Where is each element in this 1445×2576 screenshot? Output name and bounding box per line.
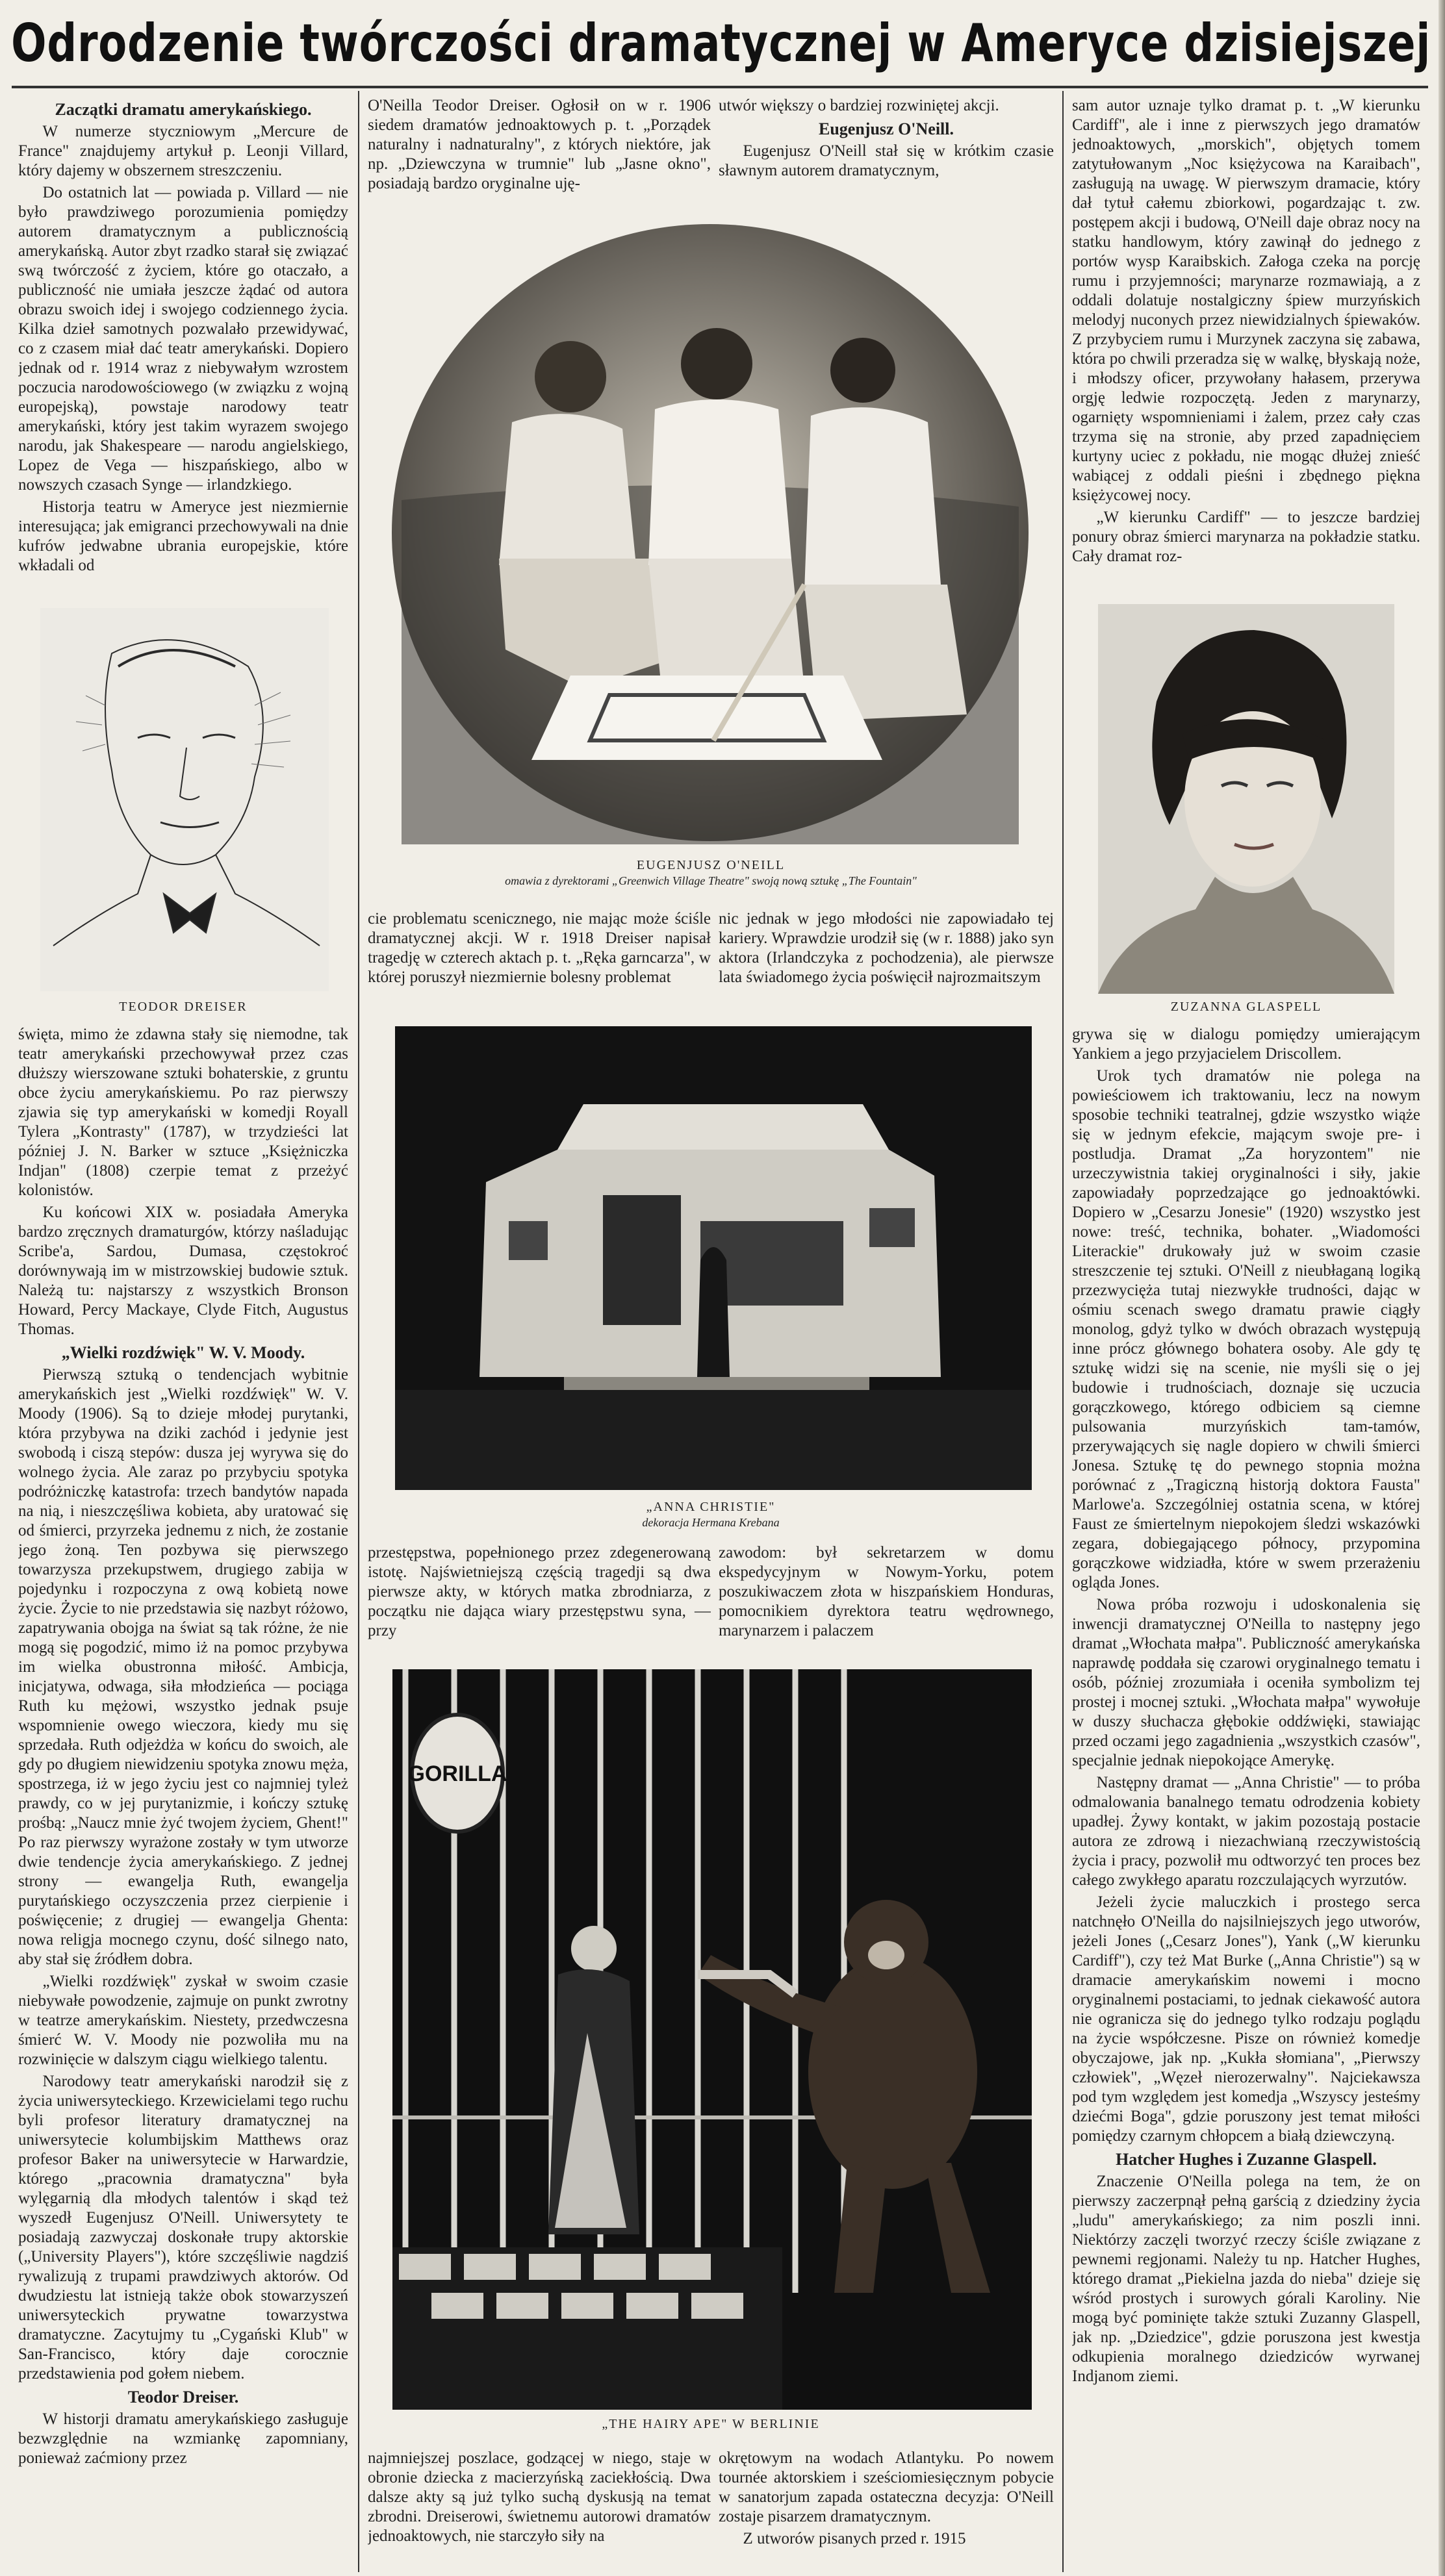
column-2-lower xyxy=(368,1543,711,1667)
paragraph: Jeżeli życie maluczkich i prostego serca natchnęło O'Neilla do najsilniejszych jego utworów, jeżeli Jones („Cesarz Jones"), Yank („W kierunku Cardiff"), czy też Mat Burke („Anna Christie") są w dramacie amerykańskim nowemi i mocno oryginalnemi postaciami, to jednak ciekawość autora nie ogranicza się do jednego tylko rodzaju poglądu na życie współczesne. Pisze on również komedje obyczajowe, jak np. „Kukła słomiana", „Pierwszy człowiek", „Węzeł nierozerwalny". Najciekawsza pod tym względem jest komedja „Wszyscy jesteśmy dziećmi Boga", gdzie poruszony jest temat miłości pomiędzy czarnym chłopcem a białą dziewczyną. xyxy=(1072,1893,1420,2145)
paragraph: cie problematu scenicznego, nie mając może ściśle dramatycznej akcji. W r. 1918 Dreiser napisał tragedję w czterech aktach p. t. „Ręka garncarza", w której poruszył niezmiernie bolesny problemat xyxy=(368,910,711,986)
dreiser-portrait xyxy=(40,608,329,991)
column-4-bottom xyxy=(1072,1025,1420,2564)
paragraph: W numerze styczniowym „Mercure de France" znajdujemy artykuł p. Leonji Villard, który dajemy w obszernem streszczeniu. xyxy=(18,123,348,179)
page-title: Odrodzenie twórczości dramatycznej w Ameryce dzisiejszej xyxy=(11,12,1431,73)
paragraph: najmniejszej poszlace, godzącej w niego, staje w obronie dziecka z macierzyńską zaciekłością. Dwa dalsze akty są już tylko suchą dyskusją na temat zbrodni. Dreiserowi, świetnemu autorowi dramatów jednoaktowych, nie starczyło siły na xyxy=(368,2449,711,2545)
caption-title: EUGENJUSZ O'NEILL xyxy=(636,858,786,872)
column-4-top xyxy=(1072,96,1420,596)
oneill-group-photo xyxy=(389,221,1032,844)
paragraph: Nowa próba rozwoju i udoskonalenia się inwencji dramatycznej O'Neilla to następny jego dramat „Włochata małpa". Publiczność amerykańska naprawdę poddała się czarowi oryginalnego tematu i osób, później zrozumiała i oceniła symbolizm tej prostej i mocnej sztuki. „Włochata małpa" wywołuje w duszy słuchacza głębokie oddźwięki, stawiając przed oczami jego zagadnienia „wszystkich czasów", specjalnie jednak niepokojące Amerykę. xyxy=(1072,1596,1420,1769)
caption-title: „ANNA CHRISTIE" xyxy=(646,1500,776,1514)
paragraph: O'Neilla Teodor Dreiser. Ogłosił on w r. 1906 siedem dramatów jednoaktowych p. t. „Porządek naturalny i nadnaturalny", z których niektóre, jak np. „Dziewczyna w trumnie" lub „Jasne okno", posiadają bardzo oryginalne uję- xyxy=(368,97,711,192)
section-heading: Eugenjusz O'Neill. xyxy=(818,120,954,138)
sketch-portrait-icon xyxy=(40,608,329,991)
paragraph: Historja teatru w Ameryce jest niezmiernie interesująca; jak emigranci przechowywali na dnie kufrów jedwabne ubrania europejskie, które wkładali od xyxy=(18,498,348,574)
gorilla-sign-text: GORILLA xyxy=(407,1762,507,1786)
paragraph: zawodom: był sekretarzem w domu ekspedycyjnym w Nowym-Yorku, potem poszukiwaczem złota w hiszpańskiem Honduras, pomocnikiem dyrektora teatru wędrownego, marynarzem i palaczem xyxy=(719,1544,1054,1639)
paragraph: Urok tych dramatów nie polega na powieściowem ich traktowaniu, lecz na nowym sposobie techniki teatralnej, gdzie wszystko wiąże się w jednym efekcie, mającym swoje pre- i postludja. Dramat „Za horyzontem" nie urzeczywistnia takiej oryginalności i siły, jakie zapowiadały poprzedzające go jednoaktówki. Dopiero w „Cesarzu Jonesie" (1920) wszystko jest nowe: treść, technika, bohater. „Wiadomości Literackie" drukowały już w swoim czasie streszczenie tej sztuki. O'Neill z nieubłaganą logiką przezwycięża tutaj niezwykłe trudności, dając w ośmiu scenach swego dramatu prawie ciągły monolog, gdyż tylko w dwóch obrazach występują inne prócz głównego bohatera osoby. Ale gdy tę sztukę widzi się na scenie, nie myśli się o jej budowie i trudnościach, doznaje się uczucia gorączkowego, którego odbiciem są ciemne pulsowania murzyńskich tam-tamów, przerywających się nagle dopiero w chwili śmierci Jonesa. Sztukę tę do pewnego stopnia można porównać z „Tragiczną historją doktora Fausta" Marlowe'a. Szczególniej ostatnia scena, w której Faust ze śmiertelnym niepokojem śledzi wskazówki zegara, dobiegającego północy, przypomina gorączkowe widziadła, które w swem przerażeniu ogląda Jones. xyxy=(1072,1067,1420,1591)
paragraph: Do ostatnich lat — powiada p. Villard — nie było prawdziwego porozumienia pomiędzy autorem dramatycznym a publicznością amerykańską. Autor zbyt rzadko starał się związać swą twórczość z życiem, które go otaczało, a publiczność nie umiała jeszcze żądać od autora obrazu swoich idej i swojego codziennego życia. Kilka dzieł samotnych pozwalało przewidywać, co z czasem miał dać teatr amerykański. Dopiero jednak od r. 1914 wraz z niebywałym wzrostem poczucia narodowościowego (w związku z wojną europejską), powstaje narodowy teatr amerykański, który jest takim wyrazem swojego narodu, jak Shakespeare — narodu angielskiego, Lopez de Vega — hiszpańskiego, albo w nowszych czasach Synge — irlandzkiego. xyxy=(18,184,348,494)
caption-subtitle: dekoracja Hermana Krebana xyxy=(642,1516,780,1529)
paragraph: Z utworów pisanych przed r. 1915 xyxy=(743,2530,966,2547)
paragraph: Eugenjusz O'Neill stał się w krótkim czasie sławnym autorem dramatycznym, xyxy=(719,142,1054,179)
column-rule xyxy=(358,91,359,2572)
section-heading: Teodor Dreiser. xyxy=(127,2388,239,2406)
caption-subtitle: omawia z dyrektorami „Greenwich Village Theatre" swoją nową sztukę „The Fountain" xyxy=(505,874,917,887)
section-heading: Hatcher Hughes i Zuzanne Glaspell. xyxy=(1116,2150,1377,2169)
paragraph: Pierwszą sztuką o tendencjach wybitnie amerykańskich jest „Wielki rozdźwięk" W. V. Moody (1906). Są to dzieje młodej purytanki, która przybywa na dziki zachód i jedynie jest swobodą i ciszą stepów: dusza jej wyrywa się do wolnego życia. Ale zaraz po przybyciu spotyka podróżniczkę katastrofa: trzech bandytów napada na nią, i nieszczęśliwa kobieta, aby uratować się od śmierci, przyrzeka jednemu z nich, że zostanie jego żoną. Ten pozbywa się pierwszego towarzysza przekupstwem, drugiego zabija w pojedynku i rozpoczyna z ową kobietą nowe życie. Życie to nie przedstawia się nazbyt różowo, zapatrywania obojga na świat są tak różne, że nie mogą się pogodzić, mimo iż na pomoc przybywa im wielka obustronna miłość. Ambicja, inicjatywa, odwaga, siła młodzieńca — pociąga Ruth ku mężowi, wszystko jednak psuje wspomnienie owego wieczora, kiedy mu się sprzedała. Ruth odjeżdża w końcu do swoich, ale gdy po długiem niewidzeniu spotyka znowu męża, spostrzega, iż w jego życiu jest co najmniej tyleż prawdy, co w jej purytanizmie, i kończy sztukę prośbą: „Naucz mnie żyć twojem życiem, Ghent!" Po raz pierwszy wyrażone zostały w tym utworze dwie tendencje życia amerykańskiego. Z jednej strony — ewangelja Ruth, ewangelja purytańskiego oczyszczenia przez cierpienie i poświęcenie; z drugiej — ewangelja Ghenta: nowa religja mocnego czynu, dość silnego nato, aby stał się źródłem dobra. xyxy=(18,1366,348,1968)
paragraph: święta, mimo że zdawna stały się niemodne, tak teatr amerykański przechowywał przez czas dłuższy wierszowane sztuki bohaterskie, z gruntu obce życiu amerykańskiemu. Po raz pierwszy zjawia się typ amerykański w komedji Royall Tylera „Kontrasty" (1787), w trzydzieści lat później J. N. Barker w sztuce „Księżniczka Indjan" (1808) czerpie temat z przeżyć kolonistów. xyxy=(18,1026,348,1199)
column-rule xyxy=(1062,91,1064,2572)
masthead xyxy=(11,4,1431,82)
stage-set-photo xyxy=(395,1026,1032,1490)
anna-caption xyxy=(368,1499,1054,1530)
masthead-rule xyxy=(12,86,1428,88)
paragraph: grywa się w dialogu pomiędzy umierającym Yankiem a jego przyjacielem Driscollem. xyxy=(1072,1026,1420,1063)
anna-christie-photo xyxy=(395,1026,1032,1490)
page-edge xyxy=(1439,0,1445,2576)
paragraph: nic jednak w jego młodości nie zapowiadało tej kariery. Wprawdzie urodził się (w r. 1888) jako syn aktora (Irlandczyka z pochodzenia), ale pierwsze lata świadomego życia poświęcił najrozmaitszym xyxy=(719,910,1054,986)
column-3-mid xyxy=(719,909,1054,994)
caption-title: „THE HAIRY APE" W BERLINIE xyxy=(602,2417,820,2431)
oneill-caption xyxy=(368,857,1054,889)
glaspell-portrait xyxy=(1098,604,1394,994)
column-1-bottom xyxy=(18,1025,348,2564)
paragraph: Narodowy teatr amerykański narodził się z życia uniwersyteckiego. Krzewicielami tego ruchu byli profesor literatury dramatycznej na uniwersytecie kolumbijskim Matthews oraz profesor Baker na uniwersytecie w Harwardzie, którego „pracownia dramatyczna" była wylęgarnią dla młodych talentów i skąd też wyszedł Eugenjusz O'Neill. Uniwersytety te posiadają zazwyczaj doskonałe trupy aktorskie („University Players"), które szczęśliwie nagdziś rywalizują z trupami prawdziwych aktorów. Od dwudziestu lat istnieją także obok stowarzyszeń uniwersyteckich prywatne towarzystwa dramatyczne. Zacytujmy tu „Cygański Klub" w San-Francisco, który daje corocznie przedstawienia pod gołem niebem. xyxy=(18,2073,348,2382)
oneill-photo xyxy=(389,221,1032,844)
paragraph: Ku końcowi XIX w. posiadała Ameryka bardzo zręcznych dramaturgów, którzy naśladując Scribe'a, Sardou, Dumasa, częstokroć dorównywają im w mistrzowskiej budowie sztuk. Należą tu: najstarszy z wszystkich Bronson Howard, Percy Mackaye, Clyde Fitch, Augustus Thomas. xyxy=(18,1204,348,1338)
column-2-mid xyxy=(368,909,711,994)
dreiser-caption xyxy=(18,999,348,1015)
paragraph: utwór większy o bardziej rozwiniętej akcji. xyxy=(719,97,999,114)
column-2-bottom xyxy=(368,2449,711,2572)
paragraph: „W kierunku Cardiff" — to jeszcze bardziej ponury obraz śmierci marynarza na pokładzie statku. Cały dramat roz- xyxy=(1072,509,1420,565)
column-2-top xyxy=(368,96,711,212)
column-1-top xyxy=(18,96,348,596)
paragraph: Następny dramat — „Anna Christie" — to próba odmalowania banalnego tematu odrodzenia kobiety upadłej. Żywy kontakt, w jakim pozostają postacie autora ze zdrową i niezachwianą rzeczywistością życia i pracy, pozwolił mu odtworzyć ten proces bez całego zwykłego aparatu rozczulających wyrzutów. xyxy=(1072,1774,1420,1889)
column-3-bottom xyxy=(719,2449,1054,2572)
section-heading: „Wielki rozdźwięk" W. V. Moody. xyxy=(61,1343,305,1362)
section-heading: Zaczątki dramatu amerykańskiego. xyxy=(55,100,312,119)
paragraph: Znaczenie O'Neilla polega na tem, że on pierwszy zaczerpnął pełną garścią z dziedziny życia „ludu" amerykańskiego; za nim poszli inni. Niektórzy zaczęli tworzyć rzeczy ściśle związane z pewnemi regjonami. Należy tu np. Hatcher Hughes, którego dramat „Piekielna jazda do nieba" dzieje się wśród prostych i surowych górali Karoliny. Nie mogą być pominięte także sztuki Zuzanny Glaspell, jak np. „Dziedzice", gdzie poruszona jest kwestja odkupienia moralnego dziedziców wyrwanej Indjanom ziemi. xyxy=(1072,2173,1420,2385)
hairy-ape-caption xyxy=(368,2416,1054,2432)
paragraph: przestępstwa, popełnionego przez zdegenerowaną istotę. Najświetniejszą częścią tragedji są dwa pierwsze akty, w których matka zbrodniarza, z początku nie dająca wiary przestępstwu syna, — przy xyxy=(368,1544,711,1639)
caption-text: ZUZANNA GLASPELL xyxy=(1170,1000,1322,1014)
paragraph: W historji dramatu amerykańskiego zasługuje bezwzględnie na wzmiankę zapomniany, ponieważ zaćmiony przez xyxy=(18,2410,348,2467)
paragraph: okrętowym na wodach Atlantyku. Po nowem tournée aktorskiem i sześciomiesięcznym pobycie w sanatorjum zapada ostateczna decyzja: O'Neill zostaje pisarzem dramatycznym. xyxy=(719,2449,1054,2525)
paragraph: „Wielki rozdźwięk" zyskał w swoim czasie niebywałe powodzenie, zajmuje on punkt zwrotny w teatrze amerykańskim. Niestety, przedwczesna śmierć W. V. Moody nie pozwoliła mu na rozwinięcie w dalszym ciągu wielkiego talentu. xyxy=(18,1973,348,2068)
paragraph: sam autor uznaje tylko dramat p. t. „W kierunku Cardiff", ale i inne z pierwszych jego dramatów jednoaktowych, „morskich", objętych tomem zatytułowanym „Noc księżycowa na Karaibach", zasługują na uwagę. W pierwszym dramacie, który dał tytuł całemu zbiorkowi, pogardzając t. zw. postępem akcji i budową, O'Neill daje obraz nocy na statku handlowym, który zawinął do jednego z portów wysp Karaibskich. Załoga czeka na porcję rumu i przyjemności; marynarze rozmawiają, a z oddali dolatuje nostalgiczny śpiew murzyńskich melodyj nuconych przez niewidzialnych śpiewaków. Z przybyciem rumu i Murzynek zaczyna się zabawa, która po chwili przeradza się w walkę, błyskają noże, i młodszy oficer, przywołany hałasem, przerywa orgję ledwie rozpoczętą. Jeden z marynarzy, ogarnięty wspomnieniami i żalem, przez cały czas trzyma się na stronie, aby przed zapadnięciem kurtyny uciec z pokładu, nie mogąc dłużej znieść wabiącej z oddali pieśni i zbędnego piękna księżycowej nocy. xyxy=(1072,97,1420,504)
column-3-top xyxy=(719,96,1054,212)
column-3-lower xyxy=(719,1543,1054,1667)
woman-portrait-photo xyxy=(1098,604,1394,994)
gorilla-cage-photo xyxy=(392,1669,1032,2410)
glaspell-caption xyxy=(1072,999,1420,1015)
hairy-ape-photo xyxy=(392,1669,1032,2410)
caption-text: TEODOR DREISER xyxy=(119,1000,248,1014)
